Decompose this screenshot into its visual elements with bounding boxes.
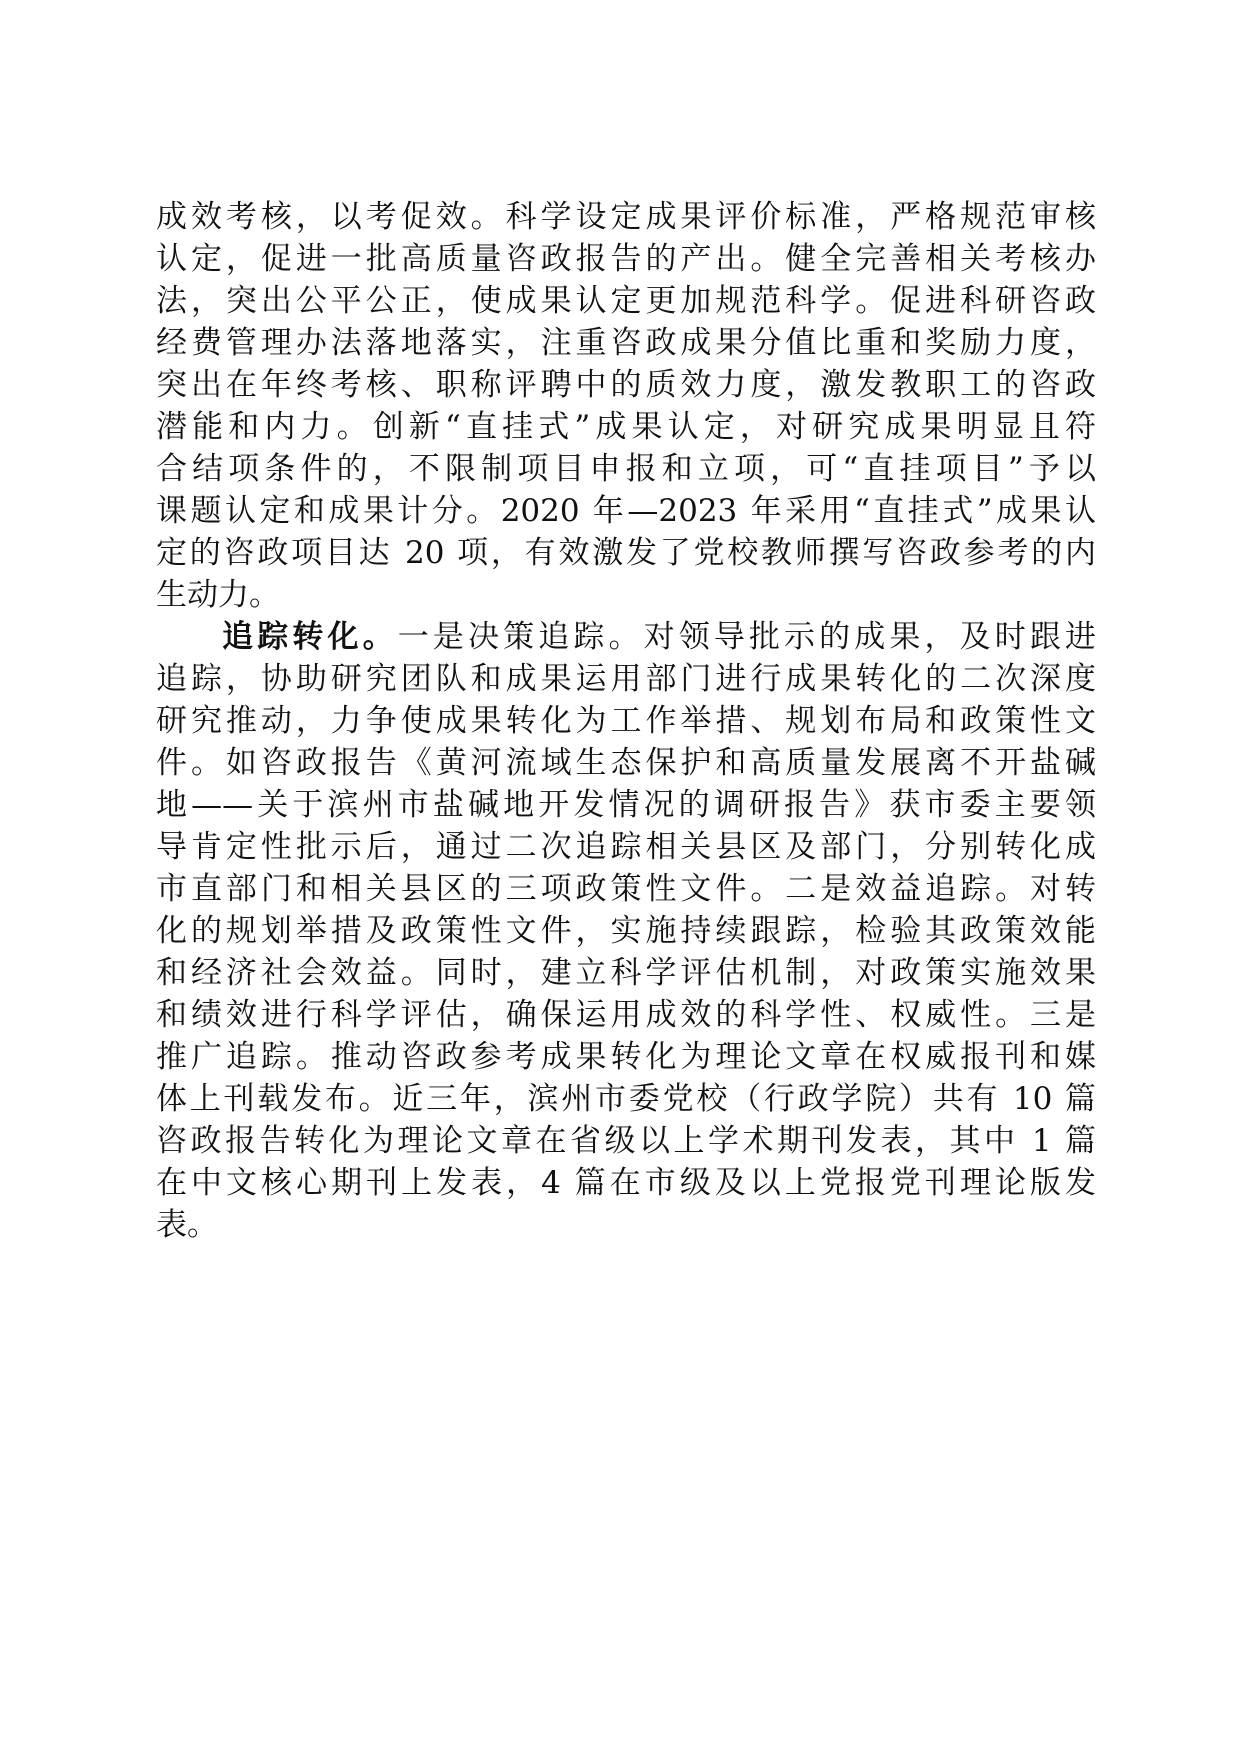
text-line: 在中文核心期刊上发表，4 篇在市级及以上党报党刊理论版发	[156, 1165, 1096, 1201]
text-line: 合结项条件的，不限制项目申报和立项，可“直挂项目”予以	[156, 451, 1096, 487]
text-line: 认定，促进一批高质量咨政报告的产出。健全完善相关考核办	[156, 241, 1096, 277]
text-line: 地——关于滨州市盐碱地开发情况的调研报告》获市委主要领	[156, 787, 1096, 823]
text-line: 导肯定性批示后，通过二次追踪相关县区及部门，分别转化成	[156, 829, 1096, 865]
paragraph-1	[156, 196, 1096, 616]
text-line: 经费管理办法落地落实，注重咨政成果分值比重和奖励力度，	[156, 325, 1096, 361]
text-line: 和绩效进行科学评估，确保运用成效的科学性、权威性。三是	[156, 997, 1096, 1033]
text-line: 件。如咨政报告《黄河流域生态保护和高质量发展离不开盐碱	[156, 745, 1096, 781]
text-line: 法，突出公平公正，使成果认定更加规范科学。促进科研咨政	[156, 283, 1096, 319]
text-line: 追踪，协助研究团队和成果运用部门进行成果转化的二次深度	[156, 661, 1096, 697]
paragraph-first-line	[156, 616, 1096, 658]
text-line: 推广追踪。推动咨政参考成果转化为理论文章在权威报刊和媒	[156, 1039, 1096, 1075]
text-line: 表。	[156, 1207, 218, 1243]
text-line: 市直部门和相关县区的三项政策性文件。二是效益追踪。对转	[156, 871, 1096, 907]
text-line: 潜能和内力。创新“直挂式”成果认定，对研究成果明显且符	[156, 409, 1096, 445]
text-line: 和经济社会效益。同时，建立科学评估机制，对政策实施效果	[156, 955, 1096, 991]
text-line: 课题认定和成果计分。2020 年—2023 年采用“直挂式”成果认	[156, 493, 1096, 529]
text-line: 化的规划举措及政策性文件，实施持续跟踪，检验其政策效能	[156, 913, 1096, 949]
text-line: 突出在年终考核、职称评聘中的质效力度，激发教职工的咨政	[156, 367, 1096, 403]
text-line: 成效考核，以考促效。科学设定成果评价标准，严格规范审核	[156, 199, 1096, 235]
text-line: 体上刊载发布。近三年，滨州市委党校（行政学院）共有 10 篇	[156, 1081, 1096, 1117]
text-line: 定的咨政项目达 20 项，有效激发了党校教师撰写咨政参考的内	[156, 535, 1096, 571]
body-text	[156, 196, 1096, 1246]
text-line: 研究推动，力争使成果转化为工作举措、规划布局和政策性文	[156, 703, 1096, 739]
paragraph-heading: 追踪转化。	[218, 619, 398, 655]
text-line: 生动力。	[156, 577, 280, 613]
text-line: 咨政报告转化为理论文章在省级以上学术期刊发表，其中 1 篇	[156, 1123, 1096, 1159]
paragraph-2	[156, 616, 1096, 1246]
text-span: 一是决策追踪。对领导批示的成果，及时跟进	[397, 619, 1097, 655]
